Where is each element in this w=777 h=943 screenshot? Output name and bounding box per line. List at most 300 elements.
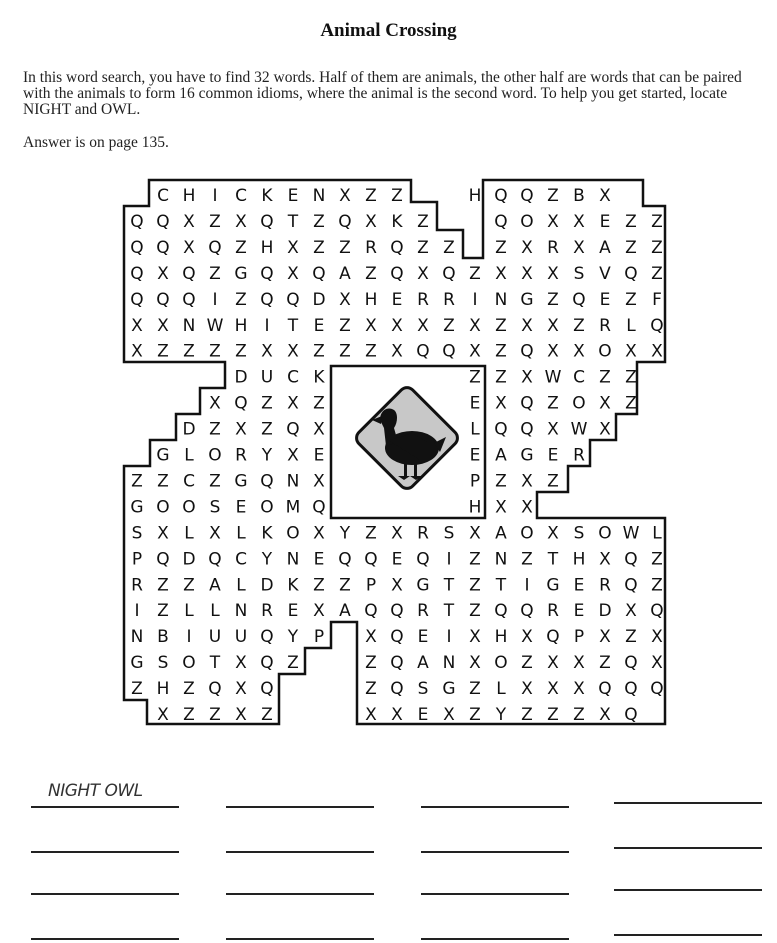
grid-letter: U	[234, 627, 248, 648]
grid-letter: O	[572, 393, 586, 414]
grid-letter: H	[156, 679, 170, 700]
grid-letter: B	[157, 627, 169, 648]
grid-letter: Z	[157, 601, 169, 622]
grid-letter: E	[391, 289, 403, 310]
grid-letter: X	[651, 627, 663, 648]
grid-letter: X	[391, 315, 403, 336]
grid-letter: X	[521, 367, 533, 388]
grid-letter: Z	[339, 315, 351, 336]
grid-letter: Y	[339, 523, 351, 544]
grid-letter: Q	[624, 549, 638, 570]
grid-letter: K	[391, 211, 403, 232]
grid-letter: N	[442, 653, 456, 674]
grid-letter: Z	[443, 315, 455, 336]
grid-letter: Z	[209, 705, 221, 725]
grid-letter: X	[235, 419, 247, 440]
grid-letter: X	[131, 315, 143, 336]
grid-letter: Z	[391, 186, 403, 206]
grid-letter: Q	[130, 289, 144, 310]
instructions: In this word search, you have to find 32 words. Half of them are animals, the other half are words that can be paired with the animals to form 16 common idioms, where the animal is the second word. To help you get started, locate NIGHT and OWL.	[23, 69, 742, 118]
grid-letter: X	[521, 471, 533, 492]
grid-letter: Q	[494, 211, 508, 232]
grid-letter: S	[131, 523, 143, 544]
grid-letter: Z	[547, 289, 559, 310]
grid-letter: Q	[494, 186, 508, 206]
grid-letter: L	[652, 523, 662, 544]
grid-letter: A	[495, 523, 507, 544]
grid-letter: X	[573, 237, 585, 258]
grid-letter: Z	[209, 419, 221, 440]
answer-blank[interactable]	[31, 851, 179, 853]
grid-letter: N	[234, 601, 248, 622]
grid-letter: X	[469, 523, 481, 544]
grid-letter: P	[131, 549, 143, 570]
grid-letter: Q	[416, 341, 430, 362]
grid-letter: N	[182, 315, 196, 336]
grid-letter: E	[287, 186, 299, 206]
grid-letter: Q	[598, 679, 612, 700]
grid-letter: K	[313, 367, 325, 388]
grid-letter: Q	[156, 289, 170, 310]
grid-letter: Z	[235, 237, 247, 258]
filled-answer: NIGHT OWL	[48, 781, 143, 801]
grid-letter: L	[184, 523, 194, 544]
grid-letter: Z	[183, 679, 195, 700]
grid-letter: X	[287, 237, 299, 258]
grid-letter: T	[443, 575, 455, 596]
grid-letter: T	[443, 601, 455, 622]
grid-letter: Z	[261, 419, 273, 440]
grid-letter: Z	[547, 393, 559, 414]
grid-letter: Z	[469, 549, 481, 570]
grid-letter: A	[417, 653, 429, 674]
grid-letter: X	[417, 315, 429, 336]
grid-letter: Q	[182, 263, 196, 284]
grid-letter: U	[208, 627, 222, 648]
grid-letter: C	[573, 367, 585, 388]
grid-letter: W	[544, 367, 562, 388]
grid-letter: R	[417, 289, 429, 310]
grid-letter: Q	[624, 653, 638, 674]
grid-letter: X	[469, 653, 481, 674]
grid-letter: H	[572, 549, 586, 570]
grid-letter: Q	[650, 601, 664, 622]
grid-letter: A	[495, 445, 507, 466]
grid-letter: Q	[208, 549, 222, 570]
grid-letter: G	[416, 575, 430, 596]
grid-letter: D	[182, 549, 196, 570]
answer-blank[interactable]	[226, 893, 374, 895]
grid-letter: X	[157, 523, 169, 544]
grid-letter: O	[598, 523, 612, 544]
answer-blank[interactable]	[421, 938, 569, 940]
grid-letter: Q	[234, 393, 248, 414]
grid-letter: G	[130, 653, 144, 674]
grid-letter: Q	[260, 289, 274, 310]
grid-letter: X	[287, 341, 299, 362]
grid-letter: G	[520, 445, 534, 466]
grid-letter: X	[313, 419, 325, 440]
grid-letter: Y	[261, 549, 273, 570]
grid-letter: X	[157, 315, 169, 336]
grid-letter: R	[131, 575, 143, 596]
grid-letter: H	[234, 315, 248, 336]
grid-letter: Q	[624, 679, 638, 700]
grid-letter: Z	[625, 627, 637, 648]
grid-letter: E	[235, 497, 247, 518]
grid-letter: I	[446, 627, 452, 648]
grid-letter: Q	[494, 601, 508, 622]
grid-letter: Z	[365, 341, 377, 362]
grid-letter: Z	[625, 289, 637, 310]
grid-letter: X	[469, 627, 481, 648]
grid-letter: O	[520, 523, 534, 544]
grid-letter: F	[652, 289, 662, 310]
answer-blank[interactable]	[614, 802, 762, 804]
grid-letter: E	[313, 445, 325, 466]
grid-letter: Q	[312, 497, 326, 518]
grid-letter: Q	[572, 289, 586, 310]
grid-letter: X	[131, 341, 143, 362]
grid-letter: Q	[442, 341, 456, 362]
grid-letter: Z	[313, 237, 325, 258]
grid-letter: Z	[443, 237, 455, 258]
grid-letter: X	[287, 263, 299, 284]
grid-letter: Q	[494, 419, 508, 440]
grid-letter: S	[157, 653, 169, 674]
grid-letter: O	[182, 653, 196, 674]
answer-blank[interactable]	[31, 938, 179, 940]
grid-letter: X	[339, 289, 351, 310]
grid-letter: T	[287, 315, 299, 336]
grid-letter: G	[442, 679, 456, 700]
grid-letter: X	[599, 393, 611, 414]
grid-letter: I	[212, 289, 218, 310]
grid-letter: X	[235, 679, 247, 700]
grid-letter: X	[625, 341, 637, 362]
grid-letter: E	[417, 705, 429, 725]
grid-letter: X	[573, 211, 585, 232]
page-title: Animal Crossing	[320, 20, 457, 41]
grid-letter: Z	[183, 705, 195, 725]
grid-letter: N	[494, 549, 508, 570]
grid-letter: Z	[313, 575, 325, 596]
grid-letter: X	[547, 523, 559, 544]
grid-letter: Q	[260, 653, 274, 674]
grid-letter: Y	[287, 627, 299, 648]
grid-letter: X	[495, 393, 507, 414]
grid-letter: L	[496, 679, 506, 700]
grid-letter: Q	[390, 653, 404, 674]
grid-letter: E	[391, 549, 403, 570]
grid-letter: Z	[521, 653, 533, 674]
grid-letter: X	[625, 601, 637, 622]
grid-letter: I	[134, 601, 140, 622]
grid-letter: Q	[364, 549, 378, 570]
grid-letter: A	[339, 601, 351, 622]
grid-letter: X	[365, 211, 377, 232]
grid-letter: N	[494, 289, 508, 310]
grid-letter: R	[417, 601, 429, 622]
grid-letter: G	[156, 445, 170, 466]
grid-letter: X	[183, 237, 195, 258]
grid-letter: Z	[131, 679, 143, 700]
answer-blank[interactable]	[421, 851, 569, 853]
grid-letter: Q	[650, 315, 664, 336]
grid-letter: Z	[599, 367, 611, 388]
grid-letter: R	[261, 601, 273, 622]
grid-letter: X	[183, 211, 195, 232]
grid-letter: Z	[495, 367, 507, 388]
grid-letter: P	[469, 471, 481, 492]
grid-letter: R	[573, 445, 585, 466]
grid-letter: X	[599, 705, 611, 725]
grid-letter: G	[520, 289, 534, 310]
answer-blank[interactable]	[31, 893, 179, 895]
grid-letter: I	[186, 627, 192, 648]
grid-letter: M	[285, 497, 301, 518]
grid-letter: W	[622, 523, 640, 544]
grid-letter: X	[547, 263, 559, 284]
grid-letter: Z	[469, 367, 481, 388]
grid-letter: E	[573, 575, 585, 596]
grid-letter: Z	[547, 186, 559, 206]
grid-letter: L	[236, 575, 246, 596]
grid-letter: Z	[287, 653, 299, 674]
grid-letter: O	[494, 653, 508, 674]
grid-letter: Q	[260, 679, 274, 700]
grid-letter: S	[573, 263, 585, 284]
grid-letter: Z	[183, 341, 195, 362]
grid-letter: O	[182, 497, 196, 518]
grid-letter: E	[313, 549, 325, 570]
grid-letter: Z	[573, 315, 585, 336]
grid-letter: R	[417, 523, 429, 544]
grid-letter: P	[313, 627, 325, 648]
grid-letter: X	[443, 705, 455, 725]
grid-letter: Q	[390, 679, 404, 700]
grid-letter: Q	[130, 211, 144, 232]
grid-letter: V	[599, 263, 611, 284]
grid-letter: Q	[130, 263, 144, 284]
grid-letter: I	[446, 549, 452, 570]
grid-letter: X	[573, 653, 585, 674]
grid-letter: X	[339, 186, 351, 206]
grid-letter: X	[521, 237, 533, 258]
grid-letter: X	[391, 575, 403, 596]
grid-letter: X	[599, 419, 611, 440]
grid-letter: R	[599, 575, 611, 596]
grid-letter: P	[573, 627, 585, 648]
grid-letter: Z	[547, 705, 559, 725]
grid-letter: D	[234, 367, 248, 388]
grid-letter: Q	[364, 601, 378, 622]
grid-letter: Z	[651, 549, 663, 570]
answer-blank[interactable]	[31, 806, 179, 808]
grid-letter: Z	[469, 601, 481, 622]
grid-letter: Z	[417, 211, 429, 232]
grid-letter: X	[495, 263, 507, 284]
grid-letter: X	[313, 601, 325, 622]
grid-letter: Q	[312, 263, 326, 284]
grid-letter: C	[183, 471, 195, 492]
grid-letter: X	[547, 211, 559, 232]
grid-letter: I	[524, 575, 530, 596]
grid-letter: S	[417, 679, 429, 700]
grid-letter: X	[261, 341, 273, 362]
grid-letter: E	[547, 445, 559, 466]
grid-letter: Z	[651, 211, 663, 232]
grid-letter: X	[521, 497, 533, 518]
grid-letter: Z	[625, 367, 637, 388]
grid-letter: Z	[209, 211, 221, 232]
grid-letter: N	[130, 627, 144, 648]
answer-blank[interactable]	[421, 893, 569, 895]
grid-letter: Z	[469, 705, 481, 725]
grid-letter: X	[313, 471, 325, 492]
grid-letter: X	[287, 393, 299, 414]
grid-letter: Q	[624, 575, 638, 596]
grid-letter: L	[470, 419, 480, 440]
answer-blank[interactable]	[614, 889, 762, 891]
grid-letter: X	[313, 523, 325, 544]
grid-letter: X	[365, 705, 377, 725]
grid-letter: X	[547, 341, 559, 362]
grid-letter: Q	[260, 263, 274, 284]
grid-letter: Q	[520, 419, 534, 440]
grid-letter: A	[599, 237, 611, 258]
grid-letter: Q	[286, 289, 300, 310]
grid-letter: O	[156, 497, 170, 518]
grid-letter: Z	[235, 341, 247, 362]
grid-letter: Z	[209, 341, 221, 362]
grid-letter: D	[182, 419, 196, 440]
grid-letter: L	[626, 315, 636, 336]
grid-letter: T	[547, 549, 559, 570]
grid-letter: E	[469, 393, 481, 414]
grid-letter: Z	[495, 471, 507, 492]
grid-letter: X	[495, 497, 507, 518]
grid-letter: I	[472, 289, 478, 310]
grid-letter: Q	[208, 679, 222, 700]
answer-blank[interactable]	[614, 934, 762, 936]
grid-letter: C	[157, 186, 169, 206]
answer-blank[interactable]	[226, 851, 374, 853]
grid-letter: Q	[390, 263, 404, 284]
grid-letter: B	[573, 186, 585, 206]
grid-letter: Z	[313, 393, 325, 414]
grid-letter: O	[598, 341, 612, 362]
grid-letter: Z	[313, 211, 325, 232]
grid-letter: X	[157, 705, 169, 725]
grid-letter: Q	[416, 549, 430, 570]
grid-letter: O	[520, 211, 534, 232]
grid-letter: X	[365, 627, 377, 648]
grid-letter: L	[210, 601, 220, 622]
grid-letter: X	[599, 549, 611, 570]
grid-letter: Q	[390, 601, 404, 622]
grid-letter: K	[261, 186, 273, 206]
grid-letter: Z	[131, 471, 143, 492]
grid-letter: I	[212, 186, 218, 206]
answer-blank[interactable]	[226, 806, 374, 808]
grid-letter: Q	[286, 419, 300, 440]
grid-letter: R	[599, 315, 611, 336]
grid-letter: Z	[495, 341, 507, 362]
grid-letter: X	[287, 445, 299, 466]
grid-letter: Z	[261, 393, 273, 414]
grid-letter: Z	[157, 575, 169, 596]
grid-letter: Z	[651, 237, 663, 258]
grid-letter: Z	[183, 575, 195, 596]
grid-letter: X	[521, 679, 533, 700]
grid-letter: N	[286, 471, 300, 492]
grid-letter: Z	[625, 211, 637, 232]
grid-letter: X	[547, 315, 559, 336]
grid-letter: H	[364, 289, 378, 310]
grid-letter: Z	[209, 471, 221, 492]
grid-letter: Z	[339, 237, 351, 258]
answer-blank[interactable]	[421, 806, 569, 808]
grid-letter: X	[391, 705, 403, 725]
grid-letter: Q	[338, 211, 352, 232]
grid-letter: Q	[260, 471, 274, 492]
grid-letter: C	[287, 367, 299, 388]
grid-letter: S	[573, 523, 585, 544]
grid-letter: N	[286, 549, 300, 570]
grid-letter: W	[570, 419, 588, 440]
grid-letter: Z	[521, 549, 533, 570]
grid-letter: X	[547, 419, 559, 440]
grid-letter: Q	[182, 289, 196, 310]
grid-letter: X	[651, 653, 663, 674]
grid-letter: L	[184, 601, 194, 622]
grid-letter: Z	[495, 237, 507, 258]
grid-letter: X	[599, 186, 611, 206]
grid-letter: Z	[313, 341, 325, 362]
grid-letter: Z	[261, 705, 273, 725]
grid-letter: Z	[235, 289, 247, 310]
grid-letter: H	[468, 186, 482, 206]
answer-blank[interactable]	[614, 847, 762, 849]
grid-letter: X	[547, 653, 559, 674]
grid-letter: Q	[624, 263, 638, 284]
grid-letter: Z	[651, 263, 663, 284]
grid-letter: A	[209, 575, 221, 596]
grid-letter: Q	[520, 341, 534, 362]
answer-blank[interactable]	[226, 938, 374, 940]
grid-letter: Z	[157, 471, 169, 492]
grid-letter: Z	[469, 575, 481, 596]
grid-letter: T	[209, 653, 221, 674]
grid-letter: X	[469, 341, 481, 362]
grid-letter: E	[417, 627, 429, 648]
grid-letter: O	[260, 497, 274, 518]
grid-letter: Q	[260, 627, 274, 648]
grid-letter: Z	[469, 679, 481, 700]
grid-letter: Z	[365, 679, 377, 700]
grid-letter: Q	[130, 237, 144, 258]
grid-letter: I	[264, 315, 270, 336]
grid-letter: Q	[390, 627, 404, 648]
grid-letter: Z	[625, 393, 637, 414]
grid-letter: G	[234, 471, 248, 492]
grid-letter: Y	[261, 445, 273, 466]
grid-letter: X	[469, 315, 481, 336]
grid-letter: Y	[495, 705, 507, 725]
grid-letter: Z	[521, 705, 533, 725]
grid-letter: X	[235, 211, 247, 232]
